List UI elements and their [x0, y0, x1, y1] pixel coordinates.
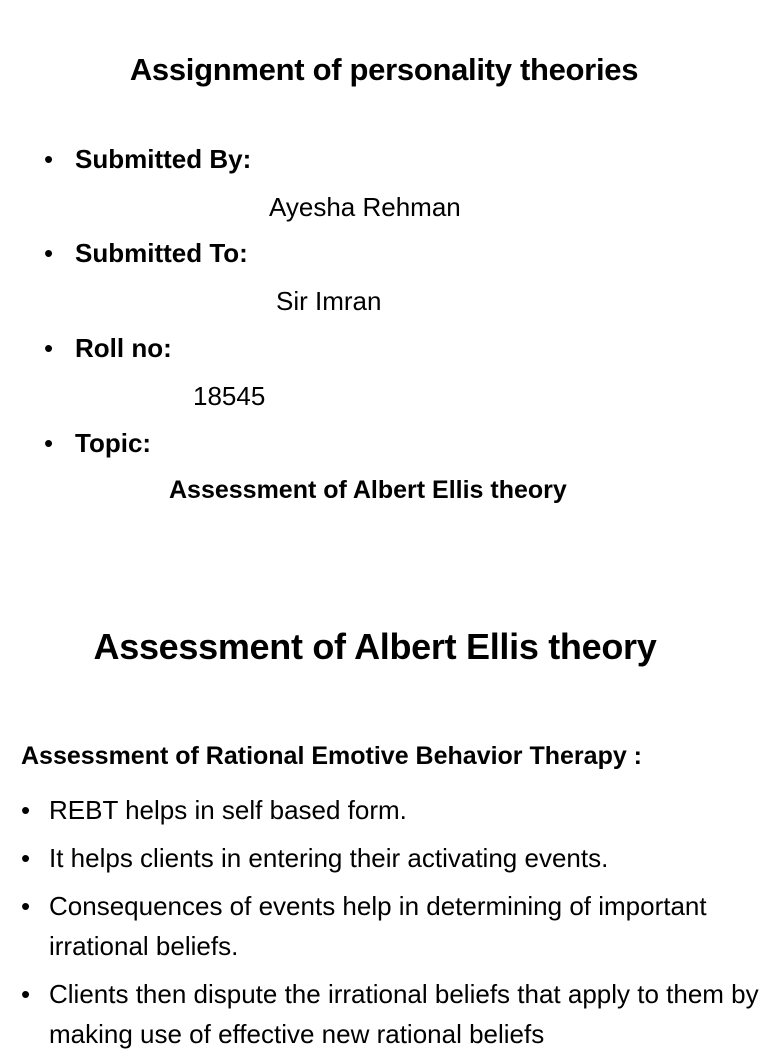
bullet-submitted-by	[44, 144, 251, 175]
bullet-label: Roll no:	[75, 333, 172, 363]
bullet-submitted-to	[44, 238, 248, 269]
submitted-by-value: Ayesha Rehman	[269, 192, 461, 222]
bullet-label: Submitted To:	[75, 238, 248, 268]
slide-subtitle: Assessment of Rational Emotive Behavior Therapy :	[21, 742, 643, 770]
bullet-icon: •	[44, 428, 54, 458]
bullet-icon: •	[44, 238, 54, 268]
slide-title: Assignment of personality theories	[129, 52, 639, 87]
list-item: • REBT helps in self based form.	[21, 790, 761, 830]
bullet-label: Topic:	[75, 428, 152, 458]
roll-no-value: 18545	[193, 381, 266, 411]
bullet-icon: •	[21, 795, 31, 825]
content-slide	[0, 600, 768, 1049]
slide-title: Assessment of Albert Ellis theory	[93, 626, 657, 667]
bullet-topic	[44, 428, 151, 459]
list-item: • It helps clients in entering their activating events.	[21, 838, 761, 878]
bullet-icon: •	[44, 144, 54, 174]
bullet-icon: •	[21, 891, 31, 921]
bullet-label: Submitted By:	[75, 144, 252, 174]
bullet-icon: •	[21, 979, 31, 1009]
list-item: • Clients then dispute the irrational beliefs that apply to them by making use of effective new rational beliefs	[21, 974, 761, 1054]
bullet-icon: •	[21, 843, 31, 873]
bullet-list	[21, 790, 761, 1062]
submitted-to-value: Sir Imran	[276, 286, 382, 316]
bullet-roll-no	[44, 333, 172, 364]
list-item: • Consequences of events help in determining of important irrational beliefs.	[21, 886, 761, 966]
bullet-icon: •	[44, 333, 54, 363]
topic-value: Assessment of Albert Ellis theory	[169, 476, 567, 504]
